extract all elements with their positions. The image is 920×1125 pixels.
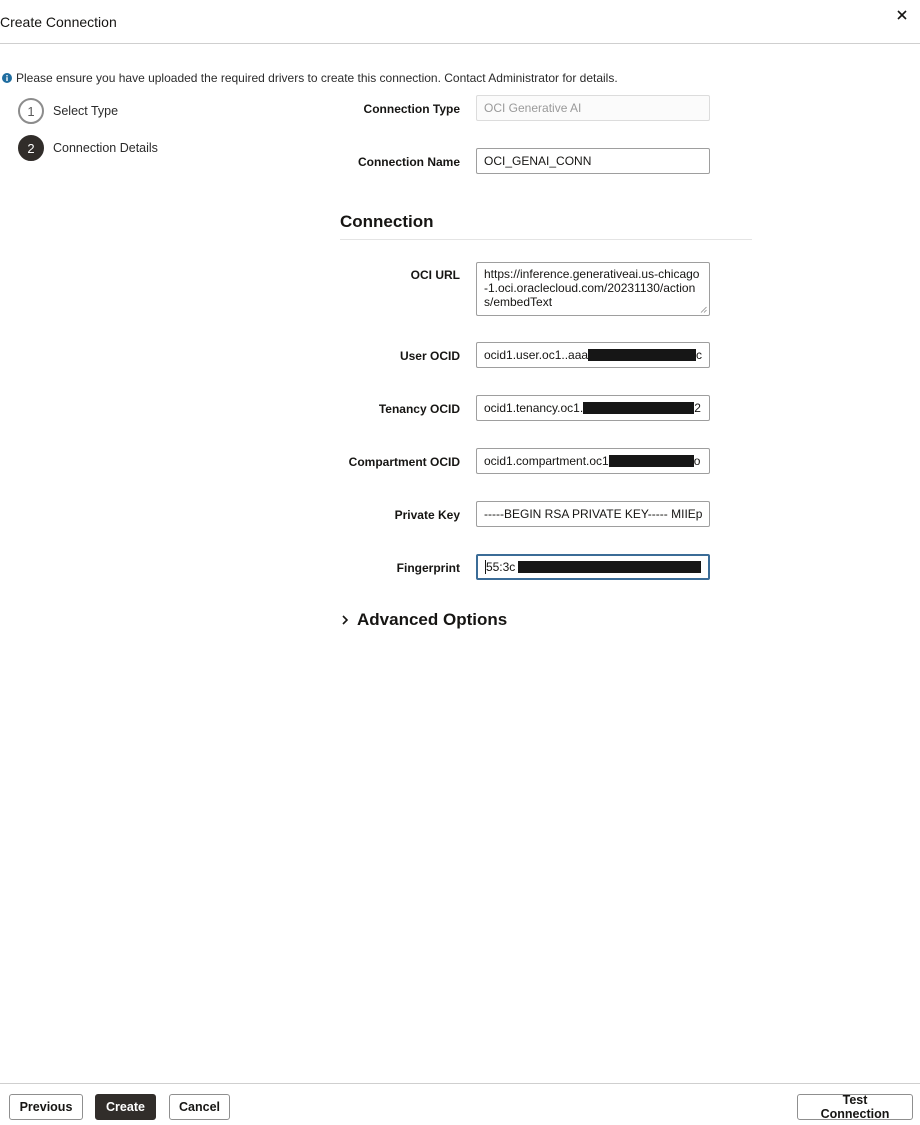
notice-text: Please ensure you have uploaded the required drivers to create this connection. Contact Administrator for details. [16, 71, 618, 85]
step-select-type[interactable] [18, 98, 158, 124]
fingerprint-prefix: 55:3c [485, 560, 516, 574]
connection-section-title: Connection [340, 212, 752, 240]
step-number: 2 [18, 135, 44, 161]
connection-type-field: OCI Generative AI [476, 95, 710, 121]
advanced-options-toggle[interactable] [340, 610, 507, 630]
tenancy-ocid-prefix: ocid1.tenancy.oc1. [484, 401, 584, 415]
step-label: Connection Details [53, 141, 158, 155]
test-connection-button[interactable]: Test Connection [797, 1094, 913, 1120]
step-label: Select Type [53, 104, 119, 118]
tenancy-ocid-input[interactable] [476, 395, 710, 421]
oci-url-label: OCI URL [410, 268, 460, 282]
user-ocid-label: User OCID [399, 349, 460, 363]
resize-handle-icon[interactable] [700, 306, 707, 313]
step-number: 1 [18, 98, 44, 124]
chevron-right-icon [340, 614, 350, 626]
wizard-steps [18, 98, 158, 172]
cancel-button[interactable]: Cancel [169, 1094, 230, 1120]
info-icon [2, 73, 12, 83]
tenancy-ocid-label: Tenancy OCID [378, 402, 460, 416]
oci-url-textarea[interactable] [476, 262, 710, 316]
dialog-footer [0, 1083, 920, 1125]
tenancy-ocid-suffix: 2 [694, 401, 701, 415]
advanced-options-label: Advanced Options [357, 610, 508, 629]
oci-url-value: https://inference.generativeai.us-chicago-1.oci.oraclecloud.com/20231130/actions/embedText [484, 267, 700, 309]
compartment-ocid-prefix: ocid1.compartment.oc1 [484, 454, 609, 468]
redacted-block [583, 402, 694, 414]
connection-name-input[interactable]: OCI_GENAI_CONN [476, 148, 710, 174]
private-key-label: Private Key [394, 508, 460, 522]
redacted-block [609, 455, 694, 467]
compartment-ocid-suffix: o [693, 454, 701, 468]
close-icon[interactable] [894, 7, 910, 23]
dialog-title: Create Connection [0, 14, 117, 30]
compartment-ocid-label: Compartment OCID [348, 455, 460, 469]
fingerprint-input[interactable] [476, 554, 710, 580]
user-ocid-input[interactable] [476, 342, 710, 368]
fingerprint-label: Fingerprint [396, 561, 460, 575]
step-connection-details[interactable] [18, 135, 158, 161]
dialog-header [0, 0, 920, 44]
user-ocid-suffix: c [696, 348, 702, 362]
driver-notice [2, 71, 618, 85]
connection-name-label: Connection Name [357, 155, 460, 169]
connection-type-label: Connection Type [363, 102, 460, 116]
redacted-block [588, 349, 696, 361]
create-button[interactable]: Create [95, 1094, 156, 1120]
redacted-block [518, 561, 701, 573]
private-key-input[interactable]: -----BEGIN RSA PRIVATE KEY----- MIIEp [476, 501, 710, 527]
user-ocid-prefix: ocid1.user.oc1..aaa [484, 348, 589, 362]
compartment-ocid-input[interactable] [476, 448, 710, 474]
previous-button[interactable]: Previous [9, 1094, 83, 1120]
